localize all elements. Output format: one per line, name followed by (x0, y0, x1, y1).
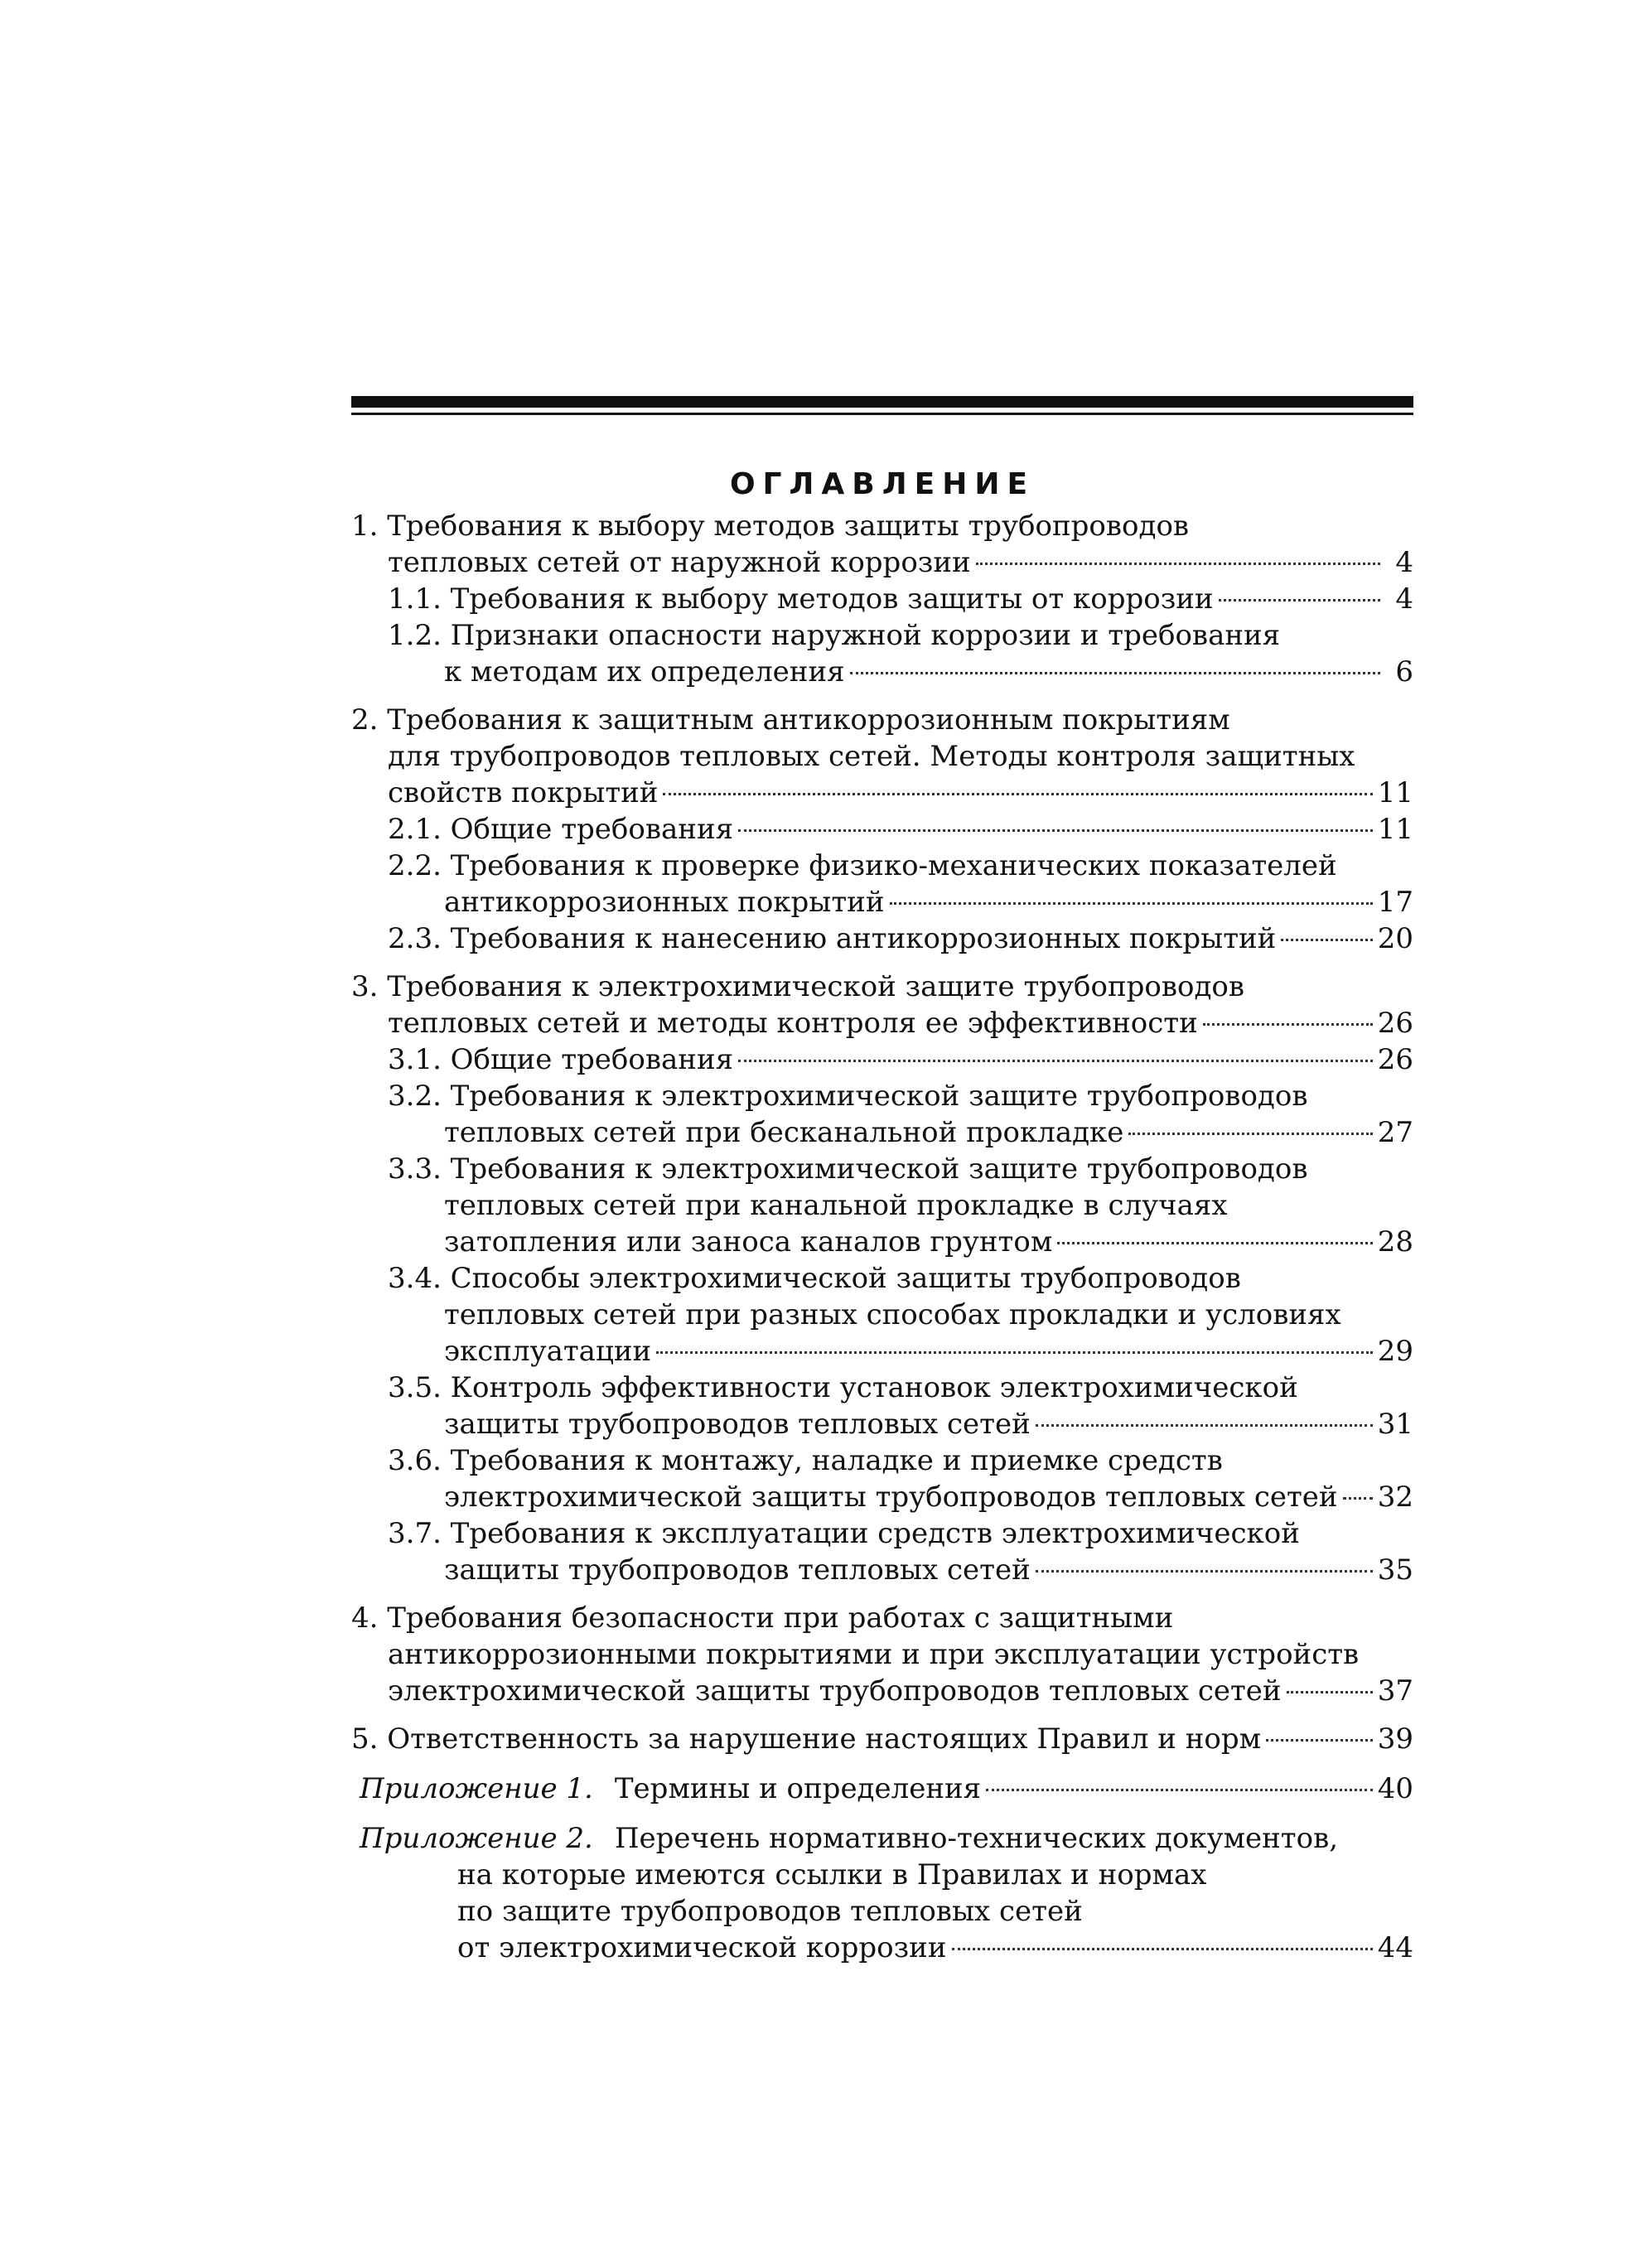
toc-entry-text: 1.2. Признаки опасности наружной коррозии и требования (388, 619, 1281, 652)
page-number: 11 (1377, 813, 1413, 846)
toc-entry-line (351, 1406, 1413, 1442)
page-number: 35 (1377, 1553, 1413, 1587)
appendix-entry[interactable] (351, 1771, 1413, 1807)
toc-entry-line (351, 775, 1413, 811)
toc-entry[interactable] (351, 969, 1413, 1041)
toc-entry-line (351, 1041, 1413, 1078)
toc-entry-text: для трубопроводов тепловых сетей. Методы контроля защитных (388, 740, 1355, 773)
page-number: 11 (1377, 776, 1413, 809)
header-rule-thick (351, 396, 1413, 408)
dot-leader (890, 902, 1373, 905)
toc-entry-text: 2.1. Общие требования (388, 813, 734, 846)
appendix-entry-text: Термины и определения (614, 1772, 982, 1805)
toc-entry[interactable] (351, 1515, 1413, 1588)
toc-entry-line (351, 1333, 1413, 1370)
toc-entry-text: 1.1. Требования к выбору методов защиты от коррозии (388, 582, 1214, 616)
appendix-entry-line (351, 1930, 1413, 1966)
toc-entry-text: эксплуатации (444, 1335, 652, 1368)
page-number: 39 (1377, 1722, 1413, 1756)
toc-entry-text: 3. Требования к электрохимической защите трубопроводов (351, 970, 1245, 1003)
page-number: 17 (1377, 886, 1413, 919)
toc-entry-text: электрохимической защиты трубопроводов тепловых сетей (444, 1481, 1338, 1514)
toc-entry-text: затопления или заноса каналов грунтом (444, 1225, 1053, 1259)
toc-entry[interactable] (351, 1442, 1413, 1515)
toc-entry[interactable] (351, 581, 1413, 617)
page-number: 26 (1377, 1043, 1413, 1076)
page-number: 6 (1395, 655, 1413, 688)
page-number: 26 (1377, 1007, 1413, 1040)
toc-entry-text: 2.3. Требования к нанесению антикоррозионных покрытий (388, 922, 1277, 955)
dot-leader (850, 672, 1380, 674)
dot-leader (976, 563, 1380, 565)
toc-entry[interactable] (351, 617, 1413, 690)
toc-entry-line (351, 1673, 1413, 1709)
toc-entry-line (351, 884, 1413, 920)
toc-entry[interactable] (351, 1151, 1413, 1260)
toc-entry-line (351, 1721, 1413, 1757)
appendix-entry[interactable] (351, 1820, 1413, 1966)
toc-entry-line (351, 1600, 1413, 1636)
page-number: 4 (1395, 582, 1413, 616)
toc-entry-line (351, 1005, 1413, 1041)
table-of-contents (351, 508, 1413, 1966)
toc-entry[interactable] (351, 1041, 1413, 1078)
dot-leader (1203, 1023, 1373, 1026)
toc-entry-line (351, 1224, 1413, 1260)
toc-entry-line (351, 1187, 1413, 1224)
toc-entry-line (351, 508, 1413, 544)
page-number: 31 (1377, 1408, 1413, 1441)
toc-entry-line (351, 848, 1413, 884)
toc-entry-line (351, 702, 1413, 738)
toc-entry-line (351, 738, 1413, 775)
appendix-entry-line (351, 1771, 1413, 1807)
appendix-entry-line (351, 1820, 1413, 1857)
toc-entry-line (351, 1078, 1413, 1114)
toc-entry-text: защиты трубопроводов тепловых сетей (444, 1553, 1031, 1587)
toc-entry-line (351, 1442, 1413, 1479)
toc-entry-line (351, 1515, 1413, 1552)
toc-entry-text: свойств покрытий (388, 776, 659, 809)
page-number: 40 (1377, 1772, 1413, 1805)
dot-leader (986, 1789, 1373, 1791)
header-rule-thin (351, 413, 1413, 415)
toc-entry-text: тепловых сетей и методы контроля ее эффективности (388, 1007, 1198, 1040)
toc-entry[interactable] (351, 1260, 1413, 1370)
dot-leader (1219, 599, 1380, 601)
appendix-label: Приложение 2. (360, 1822, 593, 1855)
toc-entry-line (351, 1297, 1413, 1333)
page-number: 32 (1377, 1481, 1413, 1514)
appendix-entry-text: от электрохимической коррозии (457, 1931, 947, 1964)
page-number: 44 (1377, 1931, 1413, 1964)
toc-entry-line (351, 1636, 1413, 1673)
toc-entry-line (351, 811, 1413, 848)
toc-entry-text: 3.6. Требования к монтажу, наладке и приемке средств (388, 1444, 1223, 1477)
toc-entry[interactable] (351, 1370, 1413, 1442)
dot-leader (1266, 1739, 1373, 1742)
toc-entry-text: 3.1. Общие требования (388, 1043, 734, 1076)
toc-entry-text: 3.7. Требования к эксплуатации средств электрохимической (388, 1517, 1300, 1550)
toc-entry-line (351, 1151, 1413, 1187)
appendix-entry-text: Перечень нормативно-технических документов, (614, 1822, 1339, 1855)
dot-leader (1343, 1497, 1373, 1500)
toc-entry-line (351, 969, 1413, 1005)
toc-entry-text: тепловых сетей при канальной прокладке в случаях (444, 1189, 1228, 1222)
appendix-entry-text: по защите трубопроводов тепловых сетей (457, 1895, 1083, 1928)
dot-leader (952, 1948, 1373, 1950)
toc-entry-line (351, 654, 1413, 690)
toc-entry-line (351, 617, 1413, 654)
page-number: 27 (1377, 1116, 1413, 1149)
toc-entry-text: 2.2. Требования к проверке физико-механических показателей (388, 849, 1337, 882)
toc-entry[interactable] (351, 848, 1413, 920)
page-number: 37 (1377, 1674, 1413, 1708)
toc-entry-text: 3.3. Требования к электрохимической защите трубопроводов (388, 1152, 1308, 1186)
dot-leader (1036, 1424, 1373, 1427)
dot-leader (1036, 1570, 1373, 1573)
toc-entry-line (351, 920, 1413, 957)
page-number: 29 (1377, 1335, 1413, 1368)
toc-entry-line (351, 1479, 1413, 1515)
appendix-entry-line (351, 1893, 1413, 1930)
toc-title: ОГЛАВЛЕНИЕ (729, 467, 1036, 501)
toc-entry-text: к методам их определения (444, 655, 845, 688)
dot-leader (1057, 1242, 1372, 1244)
toc-entry[interactable] (351, 1721, 1413, 1757)
toc-entry[interactable] (351, 702, 1413, 811)
toc-entry-text: тепловых сетей от наружной коррозии (388, 546, 971, 579)
toc-entry-text: тепловых сетей при разных способах прокладки и условиях (444, 1298, 1341, 1331)
toc-entry-line (351, 1370, 1413, 1406)
toc-entry-text: антикоррозионных покрытий (444, 886, 885, 919)
toc-entry-text: защиты трубопроводов тепловых сетей (444, 1408, 1031, 1441)
toc-entry-text: 2. Требования к защитным антикоррозионным покрытиям (351, 703, 1230, 737)
dot-leader (656, 1351, 1373, 1354)
toc-entry[interactable] (351, 1078, 1413, 1151)
page-number: 20 (1377, 922, 1413, 955)
toc-entry[interactable] (351, 920, 1413, 957)
toc-entry-text: 5. Ответственность за нарушение настоящих Правил и норм (351, 1722, 1262, 1756)
appendix-entry-line (351, 1857, 1413, 1893)
dot-leader (738, 829, 1373, 832)
appendix-label: Приложение 1. (360, 1772, 593, 1805)
toc-entry-line (351, 1552, 1413, 1588)
toc-entry-text: 1. Требования к выбору методов защиты трубопроводов (351, 510, 1190, 543)
toc-entry-text: тепловых сетей при бесканальной прокладке (444, 1116, 1124, 1149)
toc-entry-line (351, 544, 1413, 581)
dot-leader (663, 793, 1372, 795)
toc-entry-text: 3.4. Способы электрохимической защиты трубопроводов (388, 1262, 1241, 1295)
toc-entry-text: 3.5. Контроль эффективности установок электрохимической (388, 1371, 1298, 1404)
toc-entry-line (351, 581, 1413, 617)
toc-entry-text: 4. Требования безопасности при работах с защитными (351, 1602, 1174, 1635)
dot-leader (1281, 939, 1372, 941)
toc-entry-text: антикоррозионными покрытиями и при эксплуатации устройств (388, 1638, 1360, 1671)
toc-entry-line (351, 1114, 1413, 1151)
page-number: 4 (1395, 546, 1413, 579)
toc-entry[interactable] (351, 1600, 1413, 1709)
toc-entry-text: 3.2. Требования к электрохимической защите трубопроводов (388, 1080, 1308, 1113)
appendix-entry-text: на которые имеются ссылки в Правилах и нормах (457, 1858, 1207, 1891)
toc-entry-text: электрохимической защиты трубопроводов тепловых сетей (388, 1674, 1282, 1708)
toc-entry[interactable] (351, 811, 1413, 848)
page-number: 28 (1377, 1225, 1413, 1259)
dot-leader (738, 1060, 1373, 1062)
toc-entry[interactable] (351, 508, 1413, 581)
dot-leader (1287, 1691, 1373, 1693)
toc-entry-line (351, 1260, 1413, 1297)
dot-leader (1128, 1133, 1372, 1135)
